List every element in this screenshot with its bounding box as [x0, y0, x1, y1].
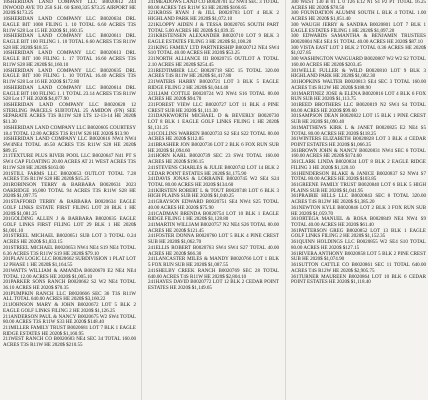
tax-listing-entry: 201STREEL MICHAEL B0020653 NW4 NE4 S19 NE4 TOTAL 6.36 ACRES T3S R11W S19 HE 2020$ $79.10 [3, 244, 136, 257]
tax-listing-entry: 241HORN KARL B0020739 SEC 23 SW4 TOTAL 160.00 ACRES HE 2020$ $196.15 [148, 153, 279, 166]
tax-listing-entry: 231REDTIMBER LLC B0020718 SEC 15 TOTAL 320.00 ACRES T4S R11W HE 2020$ $1,417.80 [148, 67, 279, 80]
tax-listing-entry: 361PATTERSON GREG B0020852 LOT 13 BLK 1 EAGLE GOLF LINKS FILING 2 HE 2020$ $1,152.35 [291, 227, 426, 240]
tax-listing-entry: 361SUTTON CATTLE CO B0020861 SEC 11 TOTAL 640.00 ACRES T4S R12W HE 2020$ $2,905.75 [291, 262, 426, 274]
tax-listing-entry: 300 WAUGH JERRY & SANDRA B0020801 LOT 7 BLK 1 EAGLE ESTATES FILING 1 HE 2020$ $1,097.20 [291, 21, 426, 34]
tax-listing-entry: 241CADMAN BRENDA B0020754 LOT 10 BLK 1 EAGLE RIDGE FILING 1 HE 2020$ $1,128.80 [148, 210, 279, 223]
column-divider [141, 0, 142, 400]
tax-listing-entry: 361QUINN HOLDINGS LLC B0020855 W2 SE4 S10 TOTAL 80.00 ACRES HE 2020$ $127.15 [291, 239, 426, 251]
tax-listing-entry: 10SHERIDAN LAND COMPANY LLC B0020614 DRL EAGLE BIT 100 FILING 1. 1 TOTAL 23.14 ACRES T3S R11W S28 Lot 17 HE 2020$ $4,077.90 [3, 84, 136, 103]
tax-listing-entry: 201PARKER SONS RANCH B0020662 S2 W2 NE4 TOTAL 36.10 ACRES HE 2020$ $70.35 [3, 279, 136, 291]
tax-listing-entry: 211WEST RANCH CO B0020683 NE4 SEC 34 TOTAL 160.00 ACRES T3S R11W HE 2020$ $210.55 [3, 336, 136, 349]
tax-listing-entry: 241COLLINS WARREN B0020733 S2 SE4 S22 TOTAL 80.00 ACRES HE 2020$ $112.85 [148, 130, 279, 143]
tax-listing-entry: 231WATERS HARRY B0020721 LOT 3 BLK 5 EAGLE RIDGE FILING 2 HE 2020$ $1,044.40 [148, 79, 279, 91]
tax-listing-entry: 241DAVIS JONAS & LORRAINE B0020745 W2 SE4 S24 TOTAL 80.00 ACRES HE 2020$ $134.60 [148, 176, 279, 188]
listing-column-2 [148, 0, 279, 400]
tax-listing-entry: 201WATTS WILLIAM & AMANDA B0020670 E2 NE4 NE4 TOTAL 12.00 ACRES HE 2020$ $1,005.10 [3, 267, 136, 280]
tax-listing-entry: 241FOSTER DONNA B0020760 LOT 5 BLK 4 PINE CREST SUB HE 2020$ $1,062.70 [148, 233, 279, 246]
tax-listing-entry: 211ANDERSON PAUL & NANCY B0020675 W2 SW4 TOTAL 80.00 ACRES T3S R11W S33 HE 2020$ $148.40 [3, 313, 136, 326]
tax-listing-entry: 10SHERIDAN LAND COMPANY LLC B0020612 244 INWOOD AVE TO 250 S.H. 60 $360,335 $73.25 AIRPORT HE 2020$ $173.25 [3, 0, 136, 17]
tax-listing-entry: 361CLARK LINDA B0020834 LOT 8 BLK 2 EAGLE RIDGE FILING 3 HE 2020$ $1,120.10 [291, 159, 426, 171]
tax-listing-entry: 10SHERIDAN LAND COMPANY LLC B0020613 DRL EAGLE BIT 100 FILING 1. 17 TOTAL 16.60 ACRES T3S R11W S28 HE 2020$ $1,160.10 [3, 50, 136, 68]
tax-listing-entry: 300 FOUNDATION ALUMNI SOUTH L BLK 4 TOTAL 1.00 ACRES HE 2020$ $1,051.40 [291, 10, 426, 23]
tax-listing-entry: 241KIRSTEN ROBERT L & TOUT B0020748 LOT 6 BLK 3 HIGH PLAINS SUB HE 2020$ $1,040.25 [148, 187, 279, 200]
tax-listing-entry: 231FOREST VIEW LLC B0020727 LOT 11 BLK 4 PINE CREST SUB HE 2020$ $1,111.30 [148, 101, 279, 114]
tax-listing-entry: 241MARTIN WILLIAM B0020757 N2 NE4 S26 TOTAL 80.00 ACRES HE 2020$ $121.45 [148, 222, 279, 234]
tax-listing-entry: 301HOPKINS WALTER B0020813 SE4 SEC 3 TOTAL 160.00 ACRES T4S R12W HE 2020$ $188.90 [291, 79, 426, 91]
tax-listing-entry: 211MILLER FAMILY TRUST B0020681 LOT 7 BLK 1 EAGLE RIDGE ESTATES HE 2020$ $1,160.95 [3, 324, 136, 337]
tax-listing-entry: 301WELLE FULLER & WILD B0020810 LOT 9 BLK 3 HIGHLAND PARK HE 2020$ $1,082.30 [291, 67, 426, 80]
tax-listing-entry: 241SHELBY CREEK RANCH B0020769 SEC 28 TOTAL 640.00 ACRES T4S R11W HE 2020$ $2,804.10 [148, 267, 279, 280]
tax-listing-entry: 201PUMPKIN RANCH LLC B0020666 SEC 36 T3S R11W ALL TOTAL 640.00 ACRES HE 2020$ $3,160.22 [3, 290, 136, 303]
tax-listing-entry: 300 WASHINGTON VANGUARD B0020807 W2 W2 S2 TOTAL 160.00 ACRES HE 2020$ $203.45 [291, 56, 426, 68]
tax-listing-entry: 300 WEST 130 B 01 L 0 T26 E12 N1 S1 P2 PT TOTAL 16.25 ACRES HE 2020$ $78.50 [291, 0, 426, 11]
tax-listing-entry: 300 EDWARDS SAMANTHA & BENJAMIN TRUSTEES B0020804 NE4 SE4 S1 TOTAL 40.00 ACRES HE 2020$ $87.10 [291, 33, 426, 46]
tax-listing-entry: 231NORTH ALLIANCE III B0020715 OUTLOT A TOTAL 2.10 ACRES HE 2020$ $254.45 [148, 56, 279, 68]
listing-column-1 [3, 0, 136, 400]
tax-listing-entry: 221KLOPPY AIDEN J & TESSA B0020705 SOUTH PART TOTAL 5.00 ACRES HE 2020$ $1,039.35 [148, 21, 279, 34]
tax-listing-entry: 241ELLIS ROBERT B0020763 SW4 SW4 S27 TOTAL 40.00 ACRES HE 2020$ $66.30 [148, 244, 279, 257]
tax-listing-entry: 361GREENE FAMILY TRUST B0020840 LOT 6 BLK 5 HIGH PLAINS SUB HE 2020$ $1,041.95 [291, 182, 426, 194]
tax-listing-entry: 201GOLDING ALLEN J & BARBARA B0020635 EAGLE GOLF LINKS FIRST FILING LOT 29 BLK 1 HE 2020$ $1,001.10 [3, 216, 136, 234]
tax-listing-entry: 361WINTERS ELIZABETH B0020828 LOT 3 BLK 4 CEDAR POINT ESTATES HE 2020$ $1,066.35 [291, 136, 426, 148]
tax-listing-entry: 241GRAYSON EDWARD B0020751 SE4 NW4 S25 TOTAL 40.00 ACRES HE 2020$ $75.90 [148, 199, 279, 211]
column-divider [285, 0, 286, 400]
tax-listing-entry: 10SHERIDAN LAND COMPANY LLC B0020628 12 STERLING PARCELS SUBTOTAL 25 AMIDON (FN) SEE SEPARATE ACRES T3S R11W S28 LTS 12-13-14 HE 2020$ $11.30 [3, 101, 136, 126]
tax-listing-entry: 241HAYES DAVID B0020772 LOT 12 BLK 2 CEDAR POINT ESTATES HE 2020$ $1,149.65 [148, 279, 279, 291]
tax-listing-entry: 10SHERIDAN LAND COMPANY LLC B0020634 DRL EAGLE BIT 1008 FILING 1. 10 TOTAL 6.60 ACRES T3S R11W S28 Lot 15 HE 2020$ $1,160.15 [3, 16, 136, 34]
tax-listing-entry: 211TEXTURE PLUS RIVER POOL LLC B0020647 N41 PT S SW4 CAP FLOATING 20.00 ACRES AT 21 WEST ACRES T3S R11W S28 HE 2020$ $163.00 [3, 153, 136, 171]
tax-listing-entry: 10SHERIDAN LAND COMPANY LLC B0020616 NW4 NW4 SW4NE4 TOTAL 46.50 ACRES T3S R11W S28 HE 2020$ $89.15 [3, 136, 136, 154]
tax-listing-entry: 300 VISTA EAST LOT 3 BLK 2 TOTAL 0.36 ACRES HE 2020$ $1,027.85 [291, 44, 426, 57]
tax-listing-entry: 241MEADOWS LAND CO B0020701 E2 NW4 SEC 3 TOTAL 80.00 ACRES T4S R11W S3 HE 2020$ $166.65 [148, 0, 279, 11]
tax-listing-entry: 361RIVERA ANTHONY B0020858 LOT 5 BLK 2 PINE CREST SUB HE 2020$ $1,074.90 [291, 250, 426, 263]
tax-listing-entry: 201STREEL MICHAEL B0020651 SUB LOT 3 TOTAL 0.24 ACRES HE 2020$ $1,033.15 [3, 233, 136, 246]
tax-listing-entry: 241BRASHER JON B0020736 LOT 2 BLK 6 FOX RUN SUB HE 2020$ $1,094.60 [148, 141, 279, 154]
tax-listing-entry: 361PRAIRIE HILLS LLC B0020843 SEC 8 TOTAL 320.00 ACRES T4S R12W HE 2020$ $1,385.20 [291, 193, 426, 206]
tax-listing-entry: 231LIAM COTTLE B0020724 W2 NW4 S16 TOTAL 80.00 ACRES HE 2020$ $94.70 [148, 90, 279, 103]
tax-listing-entry: 201STAFFORD TERRY & BARBARA B0020634 EAGLE GOLF LINKS ESTATE FIRST FILING LOT 28 BLK 1 HE 2020$ $1,081.25 [3, 199, 136, 217]
tax-listing-entry: 301SAMPSON DEAN B0020822 LOT 15 BLK 1 PINE CREST SUB HE 2020$ $1,090.40 [291, 113, 426, 126]
tax-listing-entry: 361HENDERSON BLAKE & JANICE B0020837 S2 NW4 S7 TOTAL 80.00 ACRES HE 2020$ $103.85 [291, 170, 426, 183]
tax-listing-entry: 201ROBINSON TERRY & BARBARA B0020631 2023 OAKRIDGE 16,000 TOTAL 94 ACRES T3S R11W S28 HE 2020$ $1,097.75 [3, 182, 136, 200]
tax-listing-entry: 361NEWTON KYLE B0020846 LOT 2 BLK 3 FOX RUN SUB HE 2020$ $1,059.70 [291, 204, 426, 217]
tax-listing-entry: 301MARTINEZ JOSE & ELENA B0020816 LOT 4 BLK 6 FOX RUN SUB HE 2020$ $1,113.75 [291, 90, 426, 103]
tax-listing-entry: 231KRISTENSEN ALEXANDER B0020710 LOT 9 BLK 3 EAGLE ESTATES FILING 3 HE 2020$ $1,108.20 [148, 33, 279, 46]
tax-listing-entry: 10SHERIDAN LAND COMPANY LLC B0020605 COURTESY 18.4 TOTAL 12.80 ACRES T3S R11W S28 HE 2020$ $13.90 [3, 124, 136, 137]
tax-listing-entry: 361TURNER MAUREEN B0020864 LOT 10 BLK 6 CEDAR POINT ESTATES HE 2020$ $1,118.40 [291, 273, 426, 286]
tax-listing-entry: 201PLAN LOGIC LLC B0020662 SUBDIVISION 1 PLAT LOT 12 PHASE 1 HE 2020$ $1,164.55 [3, 256, 136, 269]
tax-listing-entry: 361BROWN JOHN & NANCY B0020831 NW4 SEC 6 TOTAL 160.00 ACRES HE 2020$ $174.60 [291, 147, 426, 160]
tax-listing-entry: 221KROSS RYAN J & JILL B0020703 LOT 4 BLK 2 HIGHLAND PARK HE 2020$ $1,072.10 [148, 10, 279, 23]
tax-listing-entry: 10SHERIDAN LAND COMPANY LLC B0020635 DRL EAGLE BIT 100 FILING 1. 10 TOTAL 16.40 ACRES T3S R11W S28 Lot 16 HE 2020$ $172.80 [3, 67, 136, 86]
tax-listing-entry: 241STEVENS CHARLES & JULIE B0020742 LOT 14 BLK 2 CEDAR POINT ESTATES HE 2020$ $1,175.90 [148, 164, 279, 177]
tax-listing-entry: 231DANKWORTH MICHAEL D & BEVERLY B0020730 LOT 8 BLK 1 EAGLE GOLF LINKS FILING 1 HE 2020$ $1,131.25 [148, 113, 279, 131]
tax-listing-entry: 211JOHNSON MARY & JOHN B0020672 LOT 5 BLK 2 EAGLE GOLF LINKS FILING 2 HE 2020$ $1,126.25 [3, 302, 136, 314]
tax-listing-entry: 301REED BROTHERS LLC B0020819 N2 SW4 S4 TOTAL 80.00 ACRES HE 2020$ $99.60 [291, 101, 426, 114]
tax-listing-entry: 10SHERIDAN LAND COMPANY LLC B0020611 DRL EAGLE BIT 100 FILING 1. 10 TOTAL 6.60 ACRES T3S R11W S28 HE 2020$ $18.55 [3, 33, 136, 51]
listing-column-3 [291, 0, 426, 400]
tax-listing-entry: 361MATTHEWS KIRK L & JANET B0020825 E2 NE4 S5 TOTAL 80.00 ACRES HE 2020$ $118.25 [291, 124, 426, 137]
tax-listing-entry: 361ORTEGA MANUEL & ROSA B0020849 NE4 NW4 S9 TOTAL 40.00 ACRES HE 2020$ $61.40 [291, 216, 426, 229]
tax-listing-entry: 241LANCASTER MILES & MANDY B0020766 LOT 1 BLK 5 FOX RUN SUB HE 2020$ $1,087.55 [148, 256, 279, 269]
tax-listing-entry: 201STILL FARMS LLC B0020653 OUTLOT TOTAL 7.28 ACRES T3S R11W S28 HE 2020$ $15.25 [3, 170, 136, 183]
tax-listing-entry: 231KING FAMILY LTD PARTNERSHIP B0020712 NE4 SW4 S10 TOTAL 40.00 ACRES HE 2020$ $53.25 [148, 44, 279, 57]
